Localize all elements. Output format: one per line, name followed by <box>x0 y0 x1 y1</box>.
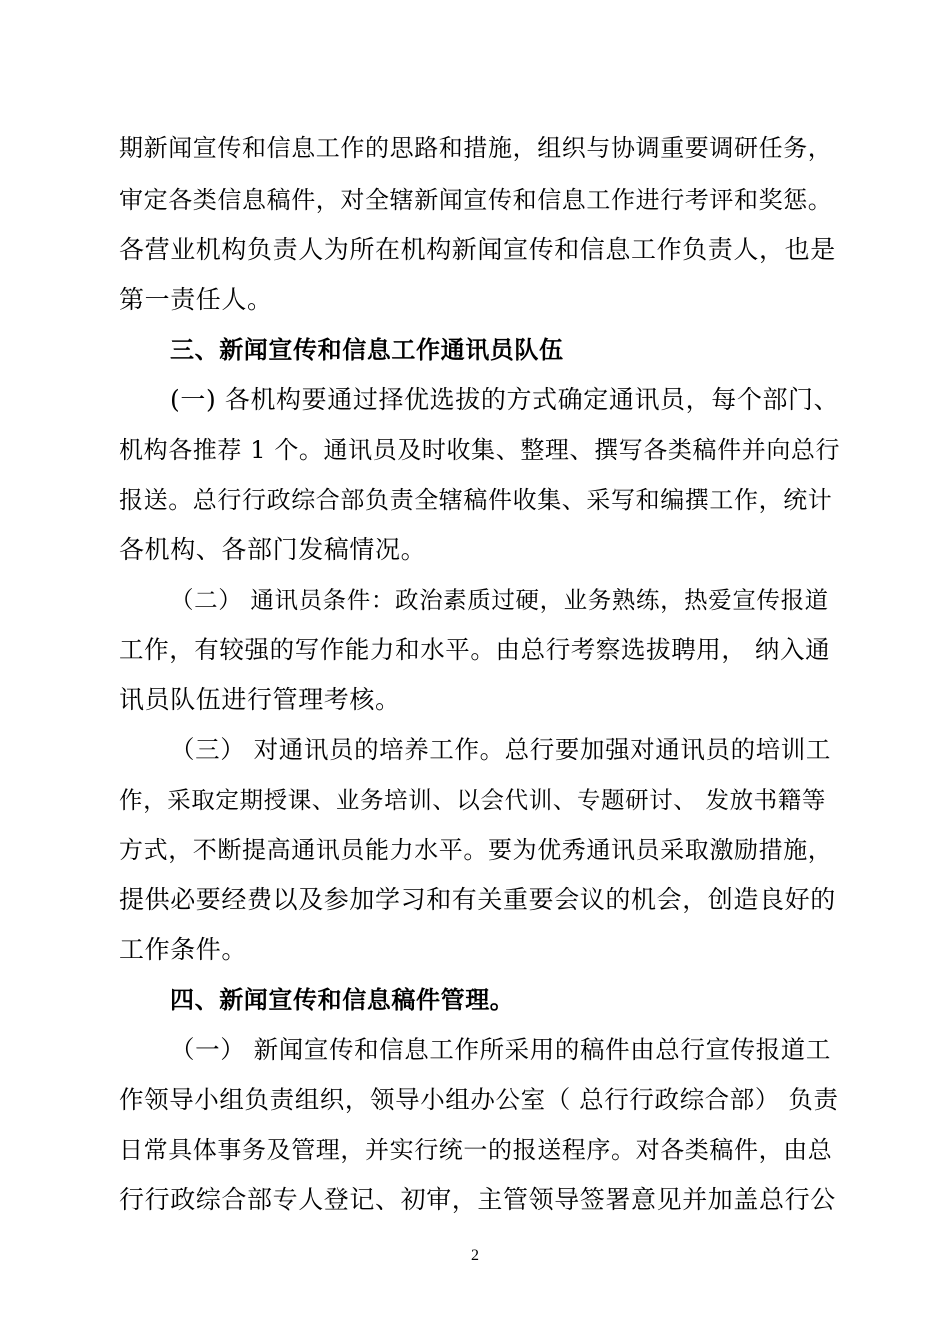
body-line-20: 作领导小组负责组织，领导小组办公室（ 总行行政综合部） 负责 <box>119 1085 839 1114</box>
body-line-17: 工作条件。 <box>119 935 248 964</box>
body-line-7: 机构各推荐 1 个。通讯员及时收集、整理、撰写各类稿件并向总行 <box>119 436 841 464</box>
body-line-22: 行行政综合部专人登记、初审，主管领导签署意见并加盖总行公 <box>119 1185 836 1214</box>
section-heading-3: 三、新闻宣传和信息工作通讯员队伍 <box>170 336 564 364</box>
body-line-4: 第一责任人。 <box>119 285 273 314</box>
body-line-3: 各营业机构负责人为所在机构新闻宣传和信息工作负责人，也是 <box>119 235 836 264</box>
body-line-14: 作，采取定期授课、业务培训、以会代训、专题研讨、 发放书籍等 <box>119 786 826 814</box>
section-heading-4: 四、新闻宣传和信息稿件管理。 <box>170 986 515 1014</box>
body-line-11: 工作，有较强的写作能力和水平。由总行考察选拔聘用， 纳入通 <box>119 635 831 664</box>
body-line-8: 报送。总行行政综合部负责全辖稿件收集、采写和编撰工作，统计 <box>119 486 833 514</box>
body-line-16: 提供必要经费以及参加学习和有关重要会议的机会，创造良好的 <box>119 885 836 914</box>
body-line-12: 讯员队伍进行管理考核。 <box>119 685 401 714</box>
body-line-9: 各机构、各部门发稿情况。 <box>119 535 427 564</box>
body-line-2: 审定各类信息稿件，对全辖新闻宣传和信息工作进行考评和奖惩。 <box>119 186 833 214</box>
body-line-15: 方式，不断提高通讯员能力水平。要为优秀通讯员采取激励措施， <box>119 836 833 864</box>
body-line-13: （三） 对通讯员的培养工作。总行要加强对通讯员的培训工 <box>170 735 831 764</box>
page-number: 2 <box>471 1247 479 1264</box>
body-line-6: (一) 各机构要通过择优选拔的方式确定通讯员，每个部门、 <box>170 385 840 414</box>
body-line-19: （一） 新闻宣传和信息工作所采用的稿件由总行宣传报道工 <box>170 1035 831 1064</box>
body-line-21: 日常具体事务及管理，并实行统一的报送程序。对各类稿件，由总 <box>119 1136 833 1164</box>
body-line-1: 期新闻宣传和信息工作的思路和措施，组织与协调重要调研任务， <box>119 134 833 162</box>
body-line-10: （二） 通讯员条件：政治素质过硬，业务熟练，热爱宣传报道 <box>170 586 829 614</box>
